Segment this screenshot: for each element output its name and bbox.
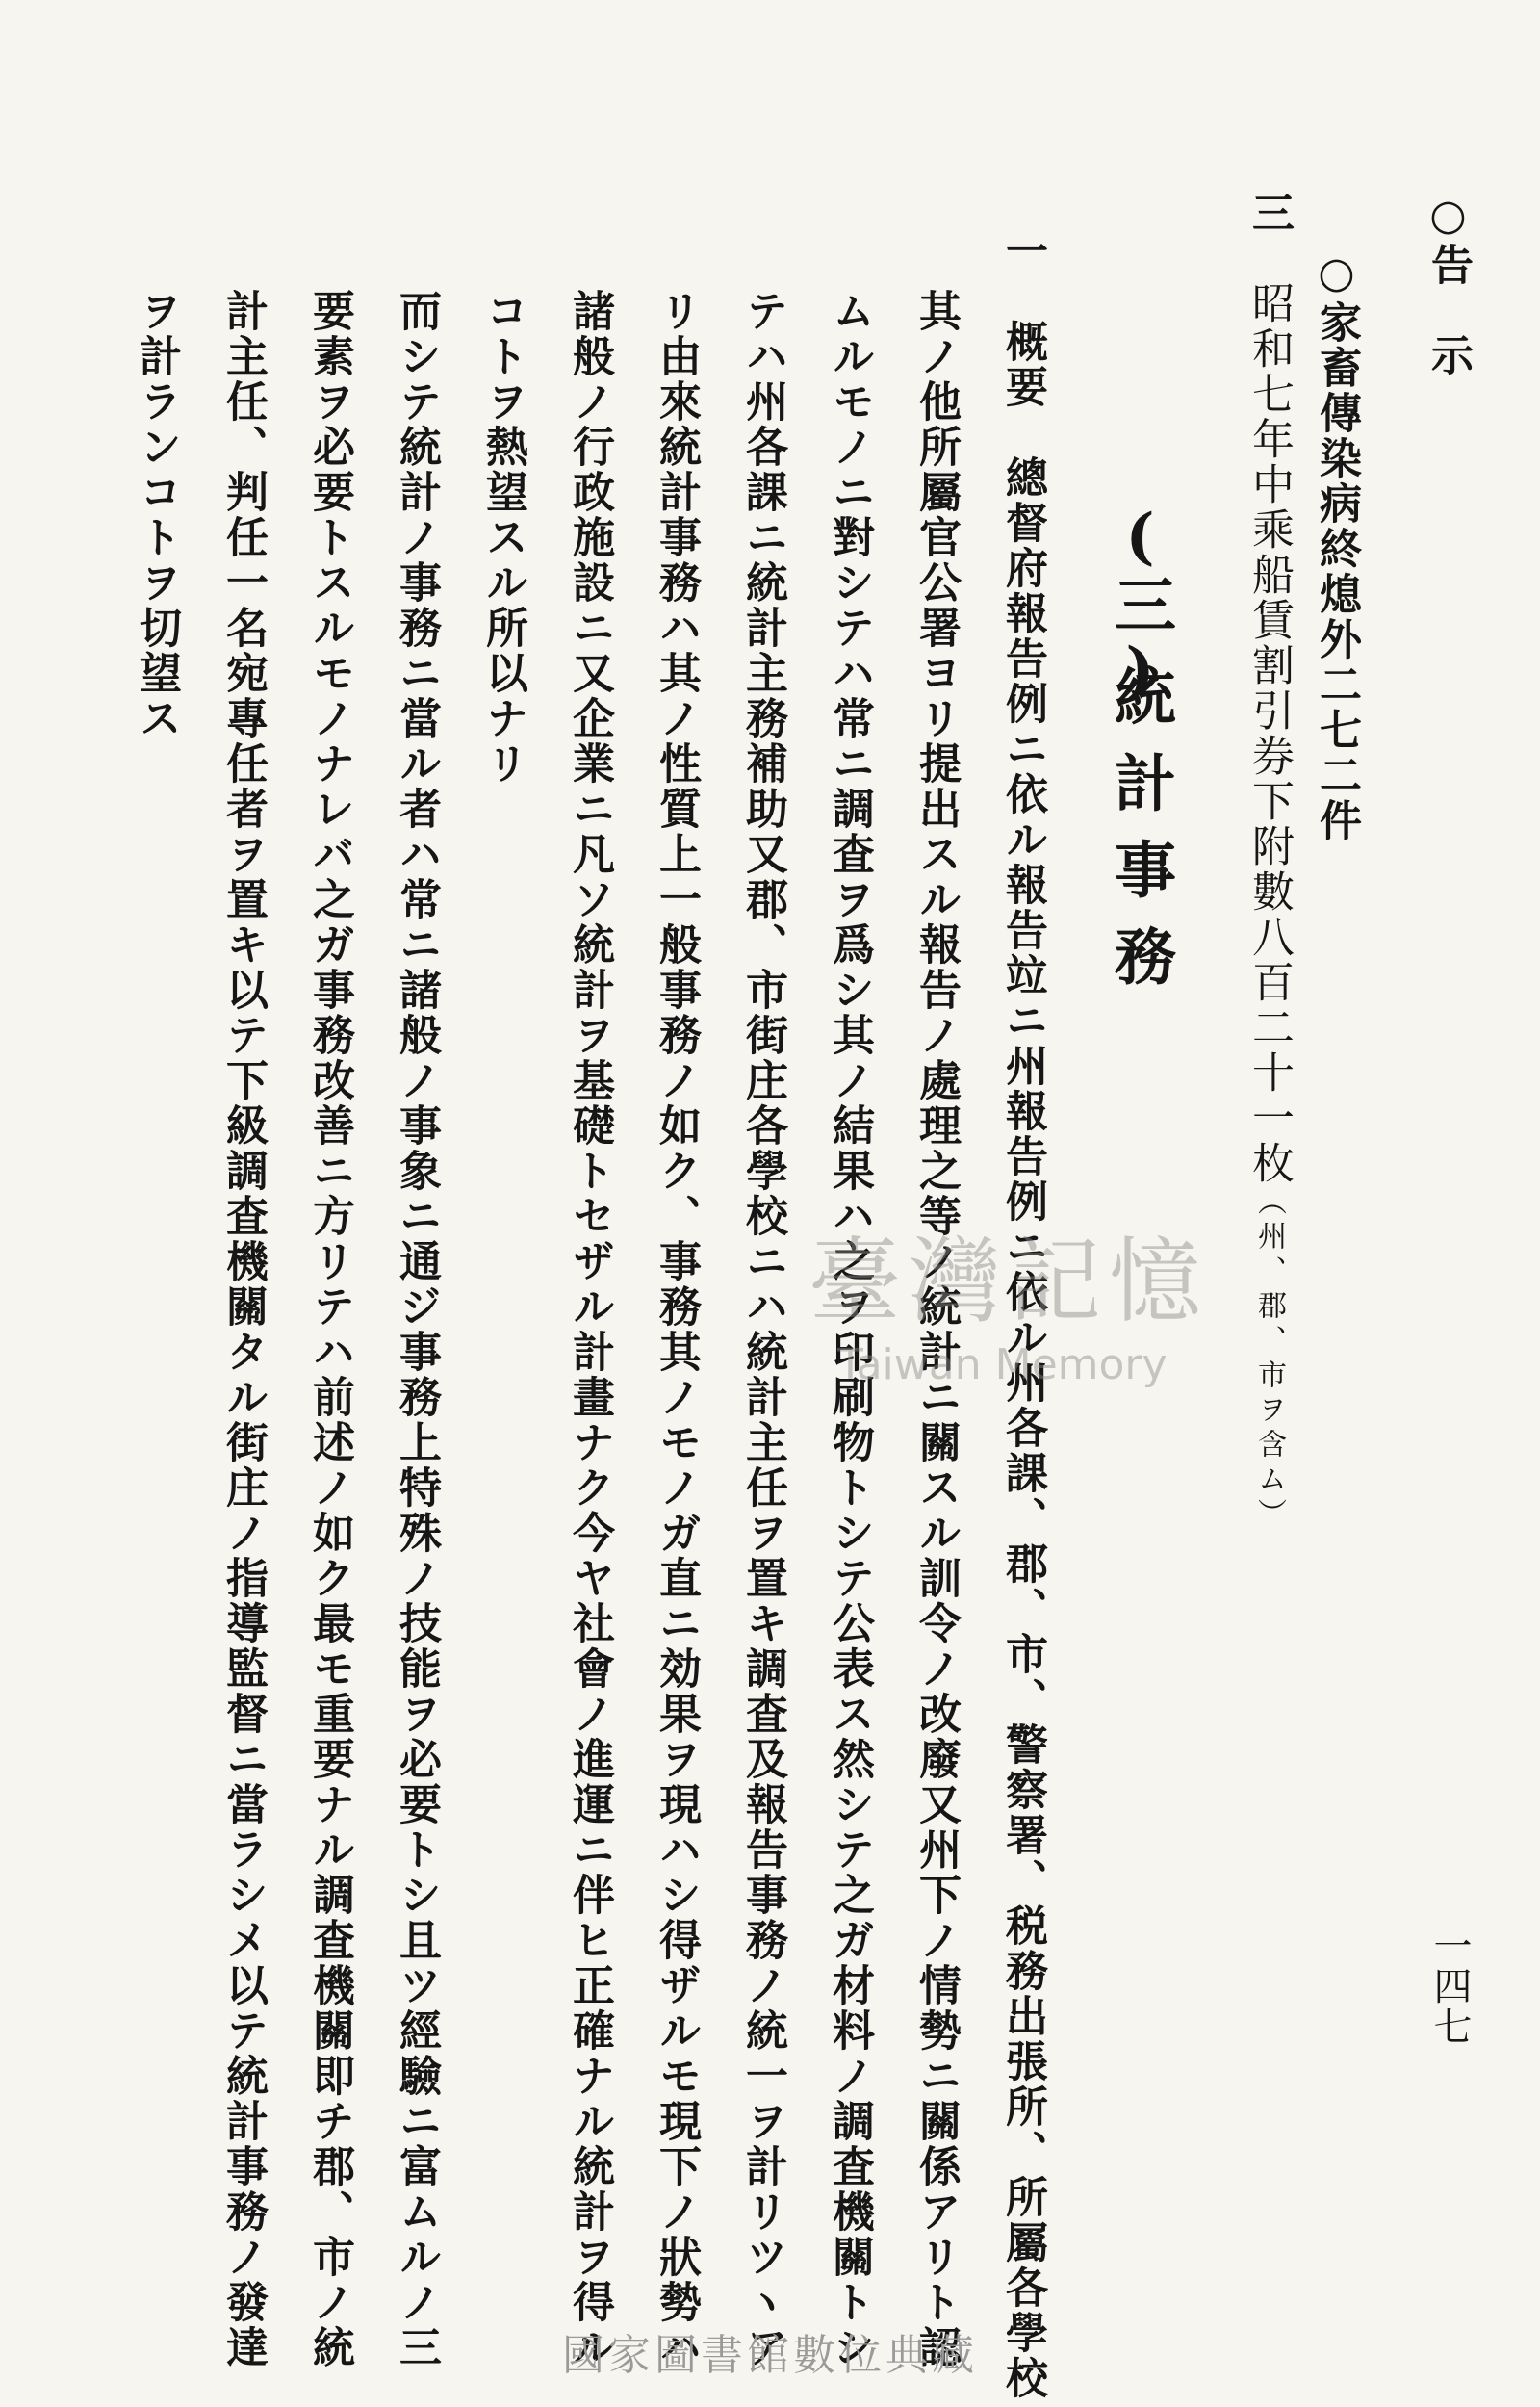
watermark (808, 1208, 1309, 1389)
notice-item-text: 昭和七年中乘船賃割引券下附數八百二十一枚 (1245, 281, 1294, 1186)
body-line: テハ州各課ニ統計主務補助又郡、市街庄各學校ニハ統計主任ヲ置キ調査及報告事務ノ統一ヲ計リツヽア (738, 289, 787, 2370)
section-number: (三) (1104, 501, 1176, 707)
body-line: コトヲ熱望スル所以ナリ (478, 289, 527, 787)
body-line: ヲ計ランコトヲ切望ス (132, 289, 181, 741)
body-line: ムルモノニ對シテハ常ニ調査ヲ爲シ其ノ結果ハ之ヲ印刷物トシテ公表ス然シテ之ガ材料ノ調査機關トシ (825, 289, 874, 2370)
notice-header: ○告 示 (1424, 191, 1473, 378)
section-title: 統計事務 (1104, 664, 1176, 1011)
body-line: 諸般ノ行政施設ニ又企業ニ凡ソ統計ヲ基礎トセザル計畫ナク今ヤ社會ノ進運ニ伴ヒ正確ナル統計ヲ得ル (565, 289, 614, 2370)
body-line: 要素ヲ必要トスルモノナレバ之ガ事務改善ニ方リテハ前述ノ如ク最モ重要ナル調査機關即チ郡、市ノ統 (305, 289, 354, 2370)
watermark-title: 臺灣記憶 (808, 1228, 1209, 1335)
body-line: 計主任、判任一名宛專任者ヲ置キ以テ下級調査機關タル街庄ノ指導監督ニ當ラシメ以テ統計事務ノ發達 (218, 289, 268, 2370)
notice-item-number: 三 (1245, 191, 1294, 236)
notice-item-3 (1245, 191, 1294, 1533)
notice-item-note: （州、郡、市ヲ含ム） (1252, 1186, 1286, 1533)
page-number: 一四七 (1427, 1926, 1472, 2047)
watermark-subtitle: Taiwan Memory (837, 1340, 1168, 1389)
footer-credit: 國家圖書館數位典藏 (562, 2331, 978, 2380)
body-line: 而シテ統計ノ事務ニ當ル者ハ常ニ諸般ノ事象ニ通ジ事務上特殊ノ技能ヲ必要トシ且ツ經驗ニ富ムルノ三 (392, 289, 441, 2370)
body-line: 一 概要 總督府報告例ニ依ル報告竝ニ州報告例ニ依ル州各課、郡、市、警察署、税務出張所、所屬各學校 (998, 229, 1047, 2401)
notice-item-livestock: ○家畜傳染病終熄外二七二件 (1312, 248, 1361, 843)
body-line: リ由來統計事務ハ其ノ性質上一般事務ノ如ク、事務其ノモノガ直ニ効果ヲ現ハシ得ザルモ現下ノ狀勢ハ (652, 289, 701, 2370)
body-line: 其ノ他所屬官公署ヨリ提出スル報告ノ處理之等ノ統計ニ關スル訓令ノ改廢又州下ノ情勢ニ關係アリト認 (911, 289, 961, 2370)
